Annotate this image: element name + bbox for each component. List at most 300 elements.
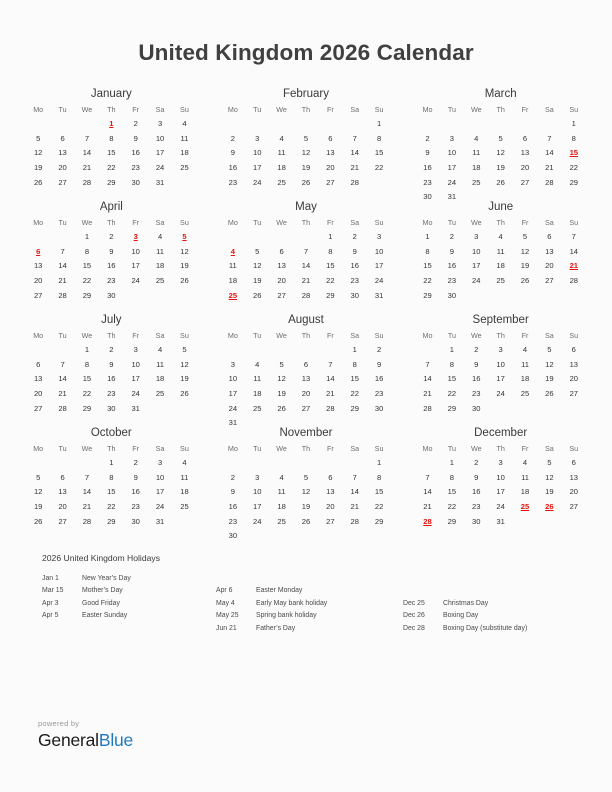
day-cell[interactable]: 5	[522, 232, 528, 242]
day-cell[interactable]: 22	[447, 389, 457, 399]
day-cell[interactable]: 26	[33, 177, 43, 187]
day-cell[interactable]: 22	[374, 163, 384, 173]
day-cell[interactable]: 17	[155, 148, 165, 158]
day-cell[interactable]: 9	[352, 246, 357, 256]
day-cell[interactable]: 16	[107, 261, 116, 271]
day-cell[interactable]: 18	[180, 487, 189, 497]
day-cell[interactable]: 19	[301, 502, 311, 512]
day-cell[interactable]: 9	[230, 148, 235, 158]
day-cell[interactable]: 6	[60, 133, 65, 143]
day-cell[interactable]: 26	[33, 516, 43, 526]
day-cell[interactable]: 4	[522, 345, 528, 355]
day-cell[interactable]: 22	[569, 163, 579, 173]
day-cell[interactable]: 25	[252, 403, 262, 413]
day-cell[interactable]: 24	[374, 276, 384, 286]
day-cell[interactable]: 14	[82, 148, 92, 158]
day-cell[interactable]: 5	[303, 133, 309, 143]
day-cell[interactable]: 4	[182, 119, 187, 129]
day-cell[interactable]: 5	[182, 345, 187, 355]
day-cell[interactable]: 27	[58, 516, 67, 526]
day-cell[interactable]: 6	[547, 232, 552, 242]
day-cell[interactable]: 30	[374, 403, 384, 413]
day-cell[interactable]: 29	[82, 403, 92, 413]
day-cell[interactable]: 6	[279, 246, 284, 256]
day-cell[interactable]: 4	[157, 232, 163, 242]
day-cell[interactable]: 19	[180, 374, 189, 384]
day-cell[interactable]: 17	[131, 261, 140, 271]
day-cell[interactable]: 8	[377, 133, 382, 143]
day-cell[interactable]: 7	[352, 472, 357, 482]
day-cell[interactable]: 7	[328, 359, 333, 369]
day-cell[interactable]: 15	[107, 148, 116, 158]
day-cell[interactable]: 16	[350, 261, 359, 271]
day-cell[interactable]: 20	[33, 276, 43, 286]
day-cell[interactable]: 13	[58, 148, 67, 158]
day-cell[interactable]: 21	[423, 389, 432, 399]
day-cell[interactable]: 13	[33, 261, 43, 271]
day-cell[interactable]: 10	[228, 374, 238, 384]
day-cell[interactable]: 26	[301, 177, 311, 187]
day-cell[interactable]: 18	[155, 261, 165, 271]
day-cell[interactable]: 23	[228, 177, 238, 187]
day-cell[interactable]: 18	[277, 163, 286, 173]
day-cell[interactable]: 17	[228, 389, 238, 399]
day-cell[interactable]: 10	[155, 133, 165, 143]
day-cell[interactable]: 13	[569, 472, 579, 482]
day-cell[interactable]: 30	[447, 290, 457, 300]
day-cell[interactable]: 13	[569, 359, 579, 369]
day-cell[interactable]: 26	[252, 290, 262, 300]
day-cell[interactable]: 21	[301, 276, 311, 286]
day-cell[interactable]: 14	[569, 246, 579, 256]
day-cell-holiday[interactable]: 26	[545, 502, 554, 512]
day-cell[interactable]: 27	[569, 389, 579, 399]
day-cell[interactable]: 3	[157, 458, 163, 468]
day-cell[interactable]: 8	[377, 472, 382, 482]
day-cell[interactable]: 23	[374, 389, 384, 399]
day-cell[interactable]: 2	[230, 133, 235, 143]
day-cell[interactable]: 16	[447, 261, 457, 271]
day-cell[interactable]: 12	[33, 487, 43, 497]
day-cell[interactable]: 1	[377, 119, 382, 129]
day-cell[interactable]: 4	[279, 133, 284, 143]
day-cell[interactable]: 23	[131, 163, 140, 173]
day-cell[interactable]: 5	[279, 359, 284, 369]
day-cell[interactable]: 2	[230, 472, 235, 482]
day-cell[interactable]: 8	[571, 133, 576, 143]
day-cell[interactable]: 22	[107, 502, 116, 512]
day-cell[interactable]: 23	[350, 276, 359, 286]
day-cell[interactable]: 11	[521, 472, 529, 482]
day-cell[interactable]: 15	[374, 487, 384, 497]
day-cell[interactable]: 3	[157, 119, 163, 129]
day-cell[interactable]: 6	[571, 458, 576, 468]
day-cell[interactable]: 22	[107, 163, 116, 173]
day-cell[interactable]: 7	[547, 133, 552, 143]
day-cell[interactable]: 16	[374, 374, 384, 384]
day-cell[interactable]: 18	[228, 276, 238, 286]
day-cell[interactable]: 24	[131, 389, 140, 399]
day-cell[interactable]: 14	[423, 374, 432, 384]
day-cell[interactable]: 28	[301, 290, 311, 300]
day-cell[interactable]: 21	[423, 502, 432, 512]
day-cell[interactable]: 23	[423, 177, 432, 187]
day-cell[interactable]: 3	[255, 472, 260, 482]
day-cell[interactable]: 19	[33, 502, 43, 512]
day-cell[interactable]: 17	[374, 261, 384, 271]
day-cell[interactable]: 3	[498, 458, 503, 468]
day-cell[interactable]: 25	[496, 276, 505, 286]
day-cell[interactable]: 6	[328, 133, 333, 143]
day-cell-holiday[interactable]: 1	[109, 119, 114, 129]
day-cell[interactable]: 1	[328, 232, 333, 242]
day-cell[interactable]: 29	[107, 516, 116, 526]
day-cell[interactable]: 16	[131, 487, 140, 497]
day-cell[interactable]: 9	[109, 246, 114, 256]
day-cell[interactable]: 14	[423, 487, 432, 497]
day-cell[interactable]: 11	[156, 246, 164, 256]
day-cell[interactable]: 28	[569, 276, 579, 286]
day-cell[interactable]: 20	[58, 163, 67, 173]
day-cell[interactable]: 6	[522, 133, 528, 143]
day-cell[interactable]: 15	[107, 487, 116, 497]
day-cell[interactable]: 8	[449, 472, 454, 482]
day-cell[interactable]: 1	[352, 345, 357, 355]
day-cell[interactable]: 17	[496, 487, 505, 497]
day-cell[interactable]: 5	[36, 133, 41, 143]
day-cell[interactable]: 10	[131, 359, 140, 369]
day-cell[interactable]: 30	[107, 403, 116, 413]
day-cell[interactable]: 2	[425, 133, 430, 143]
day-cell[interactable]: 27	[326, 177, 335, 187]
day-cell[interactable]: 6	[571, 345, 576, 355]
day-cell[interactable]: 26	[301, 516, 311, 526]
day-cell[interactable]: 3	[449, 133, 454, 143]
day-cell[interactable]: 10	[252, 148, 262, 158]
day-cell[interactable]: 18	[252, 389, 262, 399]
day-cell[interactable]: 31	[155, 516, 165, 526]
day-cell[interactable]: 18	[520, 487, 530, 497]
day-cell[interactable]: 20	[58, 502, 67, 512]
day-cell[interactable]: 11	[521, 359, 529, 369]
day-cell[interactable]: 31	[447, 192, 457, 202]
day-cell[interactable]: 24	[155, 163, 165, 173]
day-cell-holiday[interactable]: 6	[36, 246, 41, 256]
day-cell[interactable]: 8	[425, 246, 430, 256]
day-cell[interactable]: 2	[109, 232, 114, 242]
day-cell[interactable]: 27	[569, 502, 579, 512]
day-cell[interactable]: 15	[374, 148, 384, 158]
day-cell[interactable]: 20	[326, 163, 335, 173]
day-cell[interactable]: 17	[447, 163, 457, 173]
day-cell[interactable]: 3	[230, 359, 235, 369]
day-cell[interactable]: 14	[545, 148, 554, 158]
day-cell[interactable]: 17	[131, 374, 140, 384]
day-cell[interactable]: 24	[252, 177, 262, 187]
day-cell[interactable]: 28	[58, 290, 67, 300]
day-cell[interactable]: 30	[472, 403, 481, 413]
day-cell[interactable]: 3	[498, 345, 503, 355]
day-cell[interactable]: 7	[303, 246, 309, 256]
day-cell[interactable]: 7	[84, 472, 90, 482]
day-cell[interactable]: 14	[58, 261, 67, 271]
day-cell[interactable]: 10	[252, 487, 262, 497]
day-cell[interactable]: 10	[374, 246, 384, 256]
day-cell[interactable]: 9	[133, 472, 138, 482]
day-cell[interactable]: 13	[326, 487, 335, 497]
day-cell[interactable]: 9	[377, 359, 382, 369]
day-cell[interactable]: 31	[155, 177, 165, 187]
day-cell[interactable]: 23	[472, 389, 481, 399]
day-cell[interactable]: 26	[496, 177, 505, 187]
day-cell[interactable]: 7	[84, 133, 90, 143]
day-cell[interactable]: 26	[520, 276, 530, 286]
day-cell[interactable]: 3	[377, 232, 382, 242]
day-cell[interactable]: 30	[472, 516, 481, 526]
day-cell[interactable]: 7	[60, 359, 65, 369]
day-cell[interactable]: 28	[350, 177, 359, 187]
day-cell[interactable]: 2	[474, 458, 479, 468]
day-cell[interactable]: 18	[496, 261, 505, 271]
day-cell[interactable]: 9	[230, 487, 235, 497]
day-cell[interactable]: 29	[374, 516, 384, 526]
day-cell[interactable]: 24	[447, 177, 457, 187]
day-cell[interactable]: 21	[58, 389, 67, 399]
day-cell[interactable]: 2	[377, 345, 382, 355]
day-cell[interactable]: 3	[133, 345, 138, 355]
day-cell[interactable]: 29	[107, 177, 116, 187]
day-cell[interactable]: 27	[301, 403, 311, 413]
day-cell[interactable]: 17	[496, 374, 505, 384]
day-cell[interactable]: 18	[180, 148, 189, 158]
day-cell[interactable]: 28	[82, 177, 92, 187]
day-cell[interactable]: 21	[58, 276, 67, 286]
day-cell[interactable]: 16	[131, 148, 140, 158]
day-cell[interactable]: 2	[109, 345, 114, 355]
day-cell[interactable]: 13	[58, 487, 67, 497]
day-cell[interactable]: 13	[301, 374, 311, 384]
day-cell[interactable]: 8	[109, 472, 114, 482]
day-cell[interactable]: 20	[545, 261, 554, 271]
day-cell[interactable]: 22	[350, 389, 359, 399]
day-cell[interactable]: 10	[496, 359, 505, 369]
day-cell-holiday[interactable]: 21	[569, 261, 579, 271]
day-cell[interactable]: 15	[326, 261, 335, 271]
day-cell[interactable]: 19	[301, 163, 311, 173]
day-cell[interactable]: 12	[252, 261, 262, 271]
day-cell[interactable]: 12	[545, 472, 554, 482]
day-cell[interactable]: 28	[326, 403, 335, 413]
day-cell[interactable]: 10	[472, 246, 481, 256]
day-cell[interactable]: 11	[253, 374, 262, 384]
day-cell[interactable]: 22	[423, 276, 432, 286]
day-cell[interactable]: 24	[131, 276, 140, 286]
day-cell[interactable]: 15	[82, 261, 92, 271]
day-cell[interactable]: 12	[520, 246, 530, 256]
day-cell[interactable]: 17	[252, 163, 262, 173]
day-cell[interactable]: 13	[326, 148, 335, 158]
day-cell[interactable]: 24	[496, 389, 505, 399]
day-cell[interactable]: 9	[474, 472, 479, 482]
day-cell[interactable]: 15	[82, 374, 92, 384]
day-cell[interactable]: 23	[107, 276, 116, 286]
day-cell[interactable]: 28	[58, 403, 67, 413]
day-cell[interactable]: 20	[326, 502, 335, 512]
day-cell[interactable]: 20	[277, 276, 286, 286]
day-cell[interactable]: 21	[545, 163, 554, 173]
day-cell[interactable]: 24	[228, 403, 238, 413]
day-cell-holiday[interactable]: 25	[520, 502, 530, 512]
day-cell[interactable]: 13	[277, 261, 286, 271]
day-cell[interactable]: 19	[180, 261, 189, 271]
day-cell[interactable]: 16	[107, 374, 116, 384]
day-cell[interactable]: 21	[326, 389, 335, 399]
day-cell[interactable]: 1	[449, 345, 454, 355]
day-cell[interactable]: 23	[228, 516, 238, 526]
day-cell[interactable]: 23	[472, 502, 481, 512]
day-cell[interactable]: 22	[447, 502, 457, 512]
day-cell[interactable]: 21	[82, 163, 92, 173]
day-cell[interactable]: 11	[228, 261, 237, 271]
day-cell[interactable]: 15	[350, 374, 359, 384]
day-cell[interactable]: 1	[109, 458, 114, 468]
day-cell[interactable]: 9	[474, 359, 479, 369]
day-cell[interactable]: 19	[33, 163, 43, 173]
day-cell[interactable]: 27	[33, 403, 43, 413]
day-cell[interactable]: 31	[228, 418, 238, 428]
day-cell[interactable]: 8	[84, 246, 90, 256]
day-cell[interactable]: 20	[301, 389, 311, 399]
day-cell[interactable]: 16	[228, 163, 238, 173]
day-cell[interactable]: 30	[350, 290, 359, 300]
day-cell[interactable]: 4	[474, 133, 479, 143]
day-cell[interactable]: 2	[133, 119, 138, 129]
day-cell[interactable]: 11	[180, 472, 189, 482]
day-cell[interactable]: 19	[520, 261, 530, 271]
day-cell[interactable]: 30	[131, 516, 140, 526]
day-cell[interactable]: 4	[255, 359, 260, 369]
day-cell[interactable]: 21	[350, 163, 359, 173]
day-cell[interactable]: 26	[277, 403, 286, 413]
day-cell[interactable]: 5	[255, 246, 260, 256]
day-cell[interactable]: 28	[82, 516, 92, 526]
day-cell[interactable]: 25	[472, 177, 481, 187]
day-cell[interactable]: 14	[350, 487, 359, 497]
day-cell[interactable]: 21	[350, 502, 359, 512]
day-cell[interactable]: 9	[133, 133, 138, 143]
day-cell[interactable]: 10	[447, 148, 457, 158]
day-cell[interactable]: 4	[498, 232, 503, 242]
day-cell[interactable]: 7	[425, 359, 430, 369]
day-cell-holiday[interactable]: 25	[228, 290, 238, 300]
day-cell[interactable]: 28	[350, 516, 359, 526]
day-cell[interactable]: 6	[36, 359, 41, 369]
day-cell-holiday[interactable]: 28	[423, 516, 432, 526]
day-cell[interactable]: 1	[571, 119, 576, 129]
day-cell[interactable]: 15	[447, 374, 457, 384]
day-cell[interactable]: 18	[472, 163, 481, 173]
day-cell[interactable]: 25	[180, 163, 189, 173]
day-cell[interactable]: 18	[277, 502, 286, 512]
day-cell[interactable]: 21	[82, 502, 92, 512]
day-cell[interactable]: 29	[82, 290, 92, 300]
day-cell[interactable]: 12	[545, 359, 554, 369]
day-cell[interactable]: 26	[545, 389, 554, 399]
day-cell[interactable]: 17	[252, 502, 262, 512]
day-cell[interactable]: 12	[301, 487, 311, 497]
day-cell[interactable]: 18	[520, 374, 530, 384]
day-cell[interactable]: 11	[277, 148, 286, 158]
day-cell[interactable]: 6	[60, 472, 65, 482]
day-cell[interactable]: 30	[131, 177, 140, 187]
day-cell[interactable]: 11	[180, 133, 189, 143]
day-cell[interactable]: 30	[228, 531, 238, 541]
day-cell-holiday[interactable]: 5	[182, 232, 187, 242]
day-cell[interactable]: 5	[498, 133, 503, 143]
day-cell[interactable]: 8	[328, 246, 333, 256]
day-cell[interactable]: 19	[545, 487, 554, 497]
day-cell[interactable]: 27	[545, 276, 554, 286]
day-cell[interactable]: 1	[425, 232, 430, 242]
day-cell[interactable]: 24	[252, 516, 262, 526]
day-cell[interactable]: 5	[547, 458, 552, 468]
day-cell[interactable]: 10	[131, 246, 140, 256]
day-cell[interactable]: 31	[496, 516, 505, 526]
day-cell[interactable]: 1	[84, 232, 90, 242]
day-cell[interactable]: 3	[474, 232, 479, 242]
day-cell[interactable]: 4	[157, 345, 163, 355]
day-cell[interactable]: 14	[350, 148, 359, 158]
day-cell[interactable]: 2	[449, 232, 454, 242]
day-cell[interactable]: 1	[84, 345, 90, 355]
day-cell[interactable]: 29	[326, 290, 335, 300]
day-cell[interactable]: 28	[423, 403, 432, 413]
day-cell[interactable]: 9	[109, 359, 114, 369]
day-cell[interactable]: 13	[33, 374, 43, 384]
day-cell[interactable]: 12	[301, 148, 311, 158]
day-cell[interactable]: 19	[277, 389, 286, 399]
day-cell-holiday[interactable]: 15	[569, 148, 579, 158]
day-cell[interactable]: 13	[520, 148, 530, 158]
day-cell[interactable]: 19	[545, 374, 554, 384]
day-cell[interactable]: 16	[472, 374, 481, 384]
day-cell[interactable]: 8	[449, 359, 454, 369]
day-cell[interactable]: 2	[474, 345, 479, 355]
day-cell[interactable]: 14	[326, 374, 335, 384]
day-cell[interactable]: 27	[326, 516, 335, 526]
day-cell[interactable]: 16	[423, 163, 432, 173]
day-cell[interactable]: 7	[60, 246, 65, 256]
day-cell[interactable]: 2	[352, 232, 357, 242]
day-cell[interactable]: 2	[133, 458, 138, 468]
day-cell[interactable]: 27	[277, 290, 286, 300]
day-cell[interactable]: 5	[36, 472, 41, 482]
day-cell[interactable]: 31	[374, 290, 384, 300]
day-cell[interactable]: 7	[425, 472, 430, 482]
day-cell[interactable]: 25	[155, 276, 165, 286]
day-cell[interactable]: 1	[377, 458, 382, 468]
day-cell[interactable]: 13	[545, 246, 554, 256]
day-cell[interactable]: 28	[545, 177, 554, 187]
day-cell[interactable]: 29	[447, 403, 457, 413]
day-cell[interactable]: 29	[447, 516, 457, 526]
day-cell[interactable]: 27	[58, 177, 67, 187]
day-cell[interactable]: 11	[472, 148, 481, 158]
day-cell[interactable]: 19	[252, 276, 262, 286]
day-cell[interactable]: 22	[374, 502, 384, 512]
day-cell[interactable]: 24	[472, 276, 481, 286]
day-cell[interactable]: 22	[82, 276, 92, 286]
